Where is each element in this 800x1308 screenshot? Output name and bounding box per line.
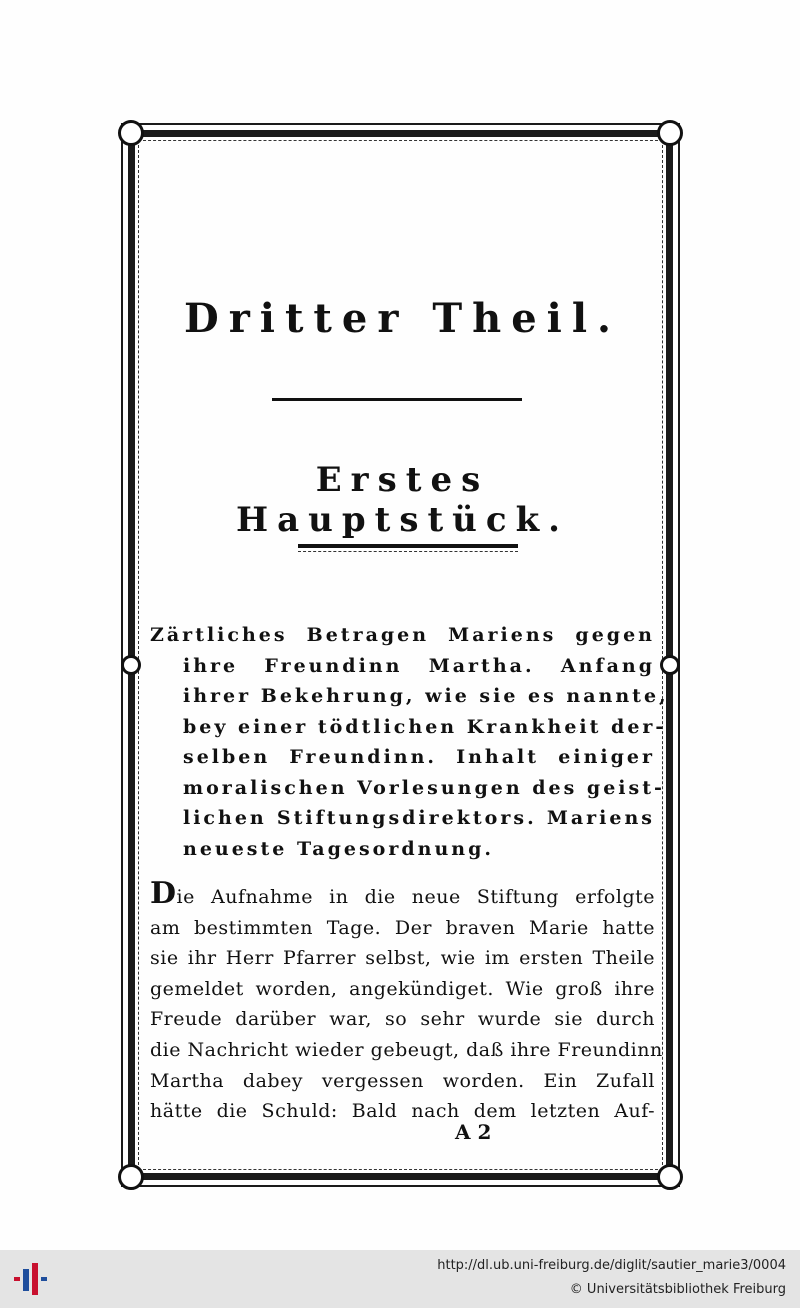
corner-ornament-icon	[118, 1164, 144, 1190]
body-line: Martha dabey vergessen worden. Ein Zufall	[150, 1069, 655, 1092]
summary-line: ihre Freundinn Martha. Anfang	[183, 654, 655, 677]
body-line: Freude darüber war, so sehr wurde sie durch	[150, 1008, 655, 1031]
summary-line: lichen Stiftungsdirektors. Mariens	[183, 807, 655, 829]
corner-ornament-icon	[657, 1164, 683, 1190]
summary-line: neueste Tagesordnung.	[183, 837, 494, 860]
viewer-footer	[0, 1250, 800, 1308]
page-url[interactable]: http://dl.ub.uni-freiburg.de/diglit/sautier_marie3/0004	[437, 1258, 786, 1273]
summary-line: selben Freundinn. Inhalt einiger	[183, 746, 655, 768]
part-title: Dritter Theil.	[184, 295, 621, 342]
body-line: hätte die Schuld: Bald nach dem letzten Auf-	[150, 1100, 655, 1123]
body-line: die Nachricht wieder gebeugt, daß ihre Freundinn	[150, 1038, 663, 1061]
corner-ornament-icon	[118, 120, 144, 146]
library-logo-icon[interactable]	[12, 1260, 50, 1298]
body-paragraph	[150, 876, 663, 1127]
body-line: am bestimmten Tage. Der braven Marie hatte	[150, 916, 655, 939]
chapter-summary	[150, 620, 669, 864]
divider-rule	[272, 398, 522, 401]
side-ornament-icon	[660, 655, 680, 675]
body-line: sie ihr Herr Pfarrer selbst, wie im ersten Theile	[150, 947, 655, 970]
body-line-text: ie Aufnahme in die neue Stiftung erfolgte	[176, 886, 655, 908]
body-line	[150, 876, 655, 913]
signature-mark: A 2	[455, 1120, 492, 1144]
chapter-title: Erstes Hauptstück.	[235, 460, 569, 540]
side-ornament-icon	[121, 655, 141, 675]
copyright-notice: © Universitätsbibliothek Freiburg	[569, 1282, 786, 1297]
summary-line: bey einer tödtlichen Krankheit der-	[183, 715, 667, 738]
drop-cap: D	[150, 876, 177, 911]
summary-line: moralischen Vorlesungen des geist-	[183, 776, 665, 799]
divider-rule	[298, 544, 518, 548]
body-line: gemeldet worden, angekündiget. Wie groß ihre	[150, 977, 655, 1000]
corner-ornament-icon	[657, 120, 683, 146]
summary-line: Zärtliches Betragen Mariens gegen	[150, 624, 655, 646]
summary-line: ihrer Bekehrung, wie sie es nannte,	[183, 685, 669, 707]
